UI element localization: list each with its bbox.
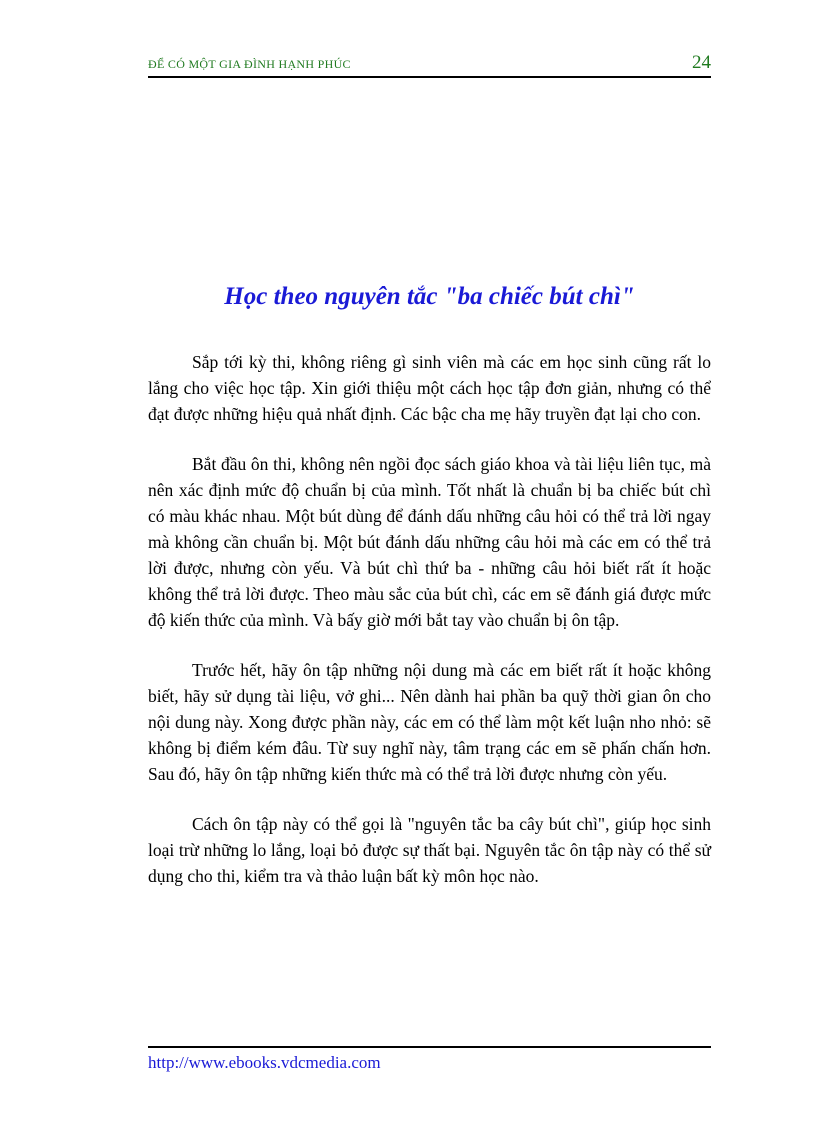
book-title: ĐỂ CÓ MỘT GIA ĐÌNH HẠNH PHÚC: [148, 57, 351, 71]
page-footer: [148, 1046, 711, 1073]
paragraph-3: Trước hết, hãy ôn tập những nội dung mà các em biết rất ít hoặc không biết, hãy sử dụng tài liệu, vở ghi... Nên dành hai phần ba quỹ thời gian ôn cho nội dung này. Xong được phần này, các em có thể làm một kết luận nho nhỏ: sẽ không bị điểm kém đâu. Từ suy nghĩ này, tâm trạng các em sẽ phấn chấn hơn. Sau đó, hãy ôn tập những kiến thức mà có thể trả lời được nhưng còn yếu.: [148, 660, 711, 784]
website-link[interactable]: http://www.ebooks.vdcmedia.com: [148, 1053, 381, 1072]
page-number: 24: [692, 52, 711, 73]
article-body: [148, 349, 711, 913]
paragraph-4: Cách ôn tập này có thể gọi là "nguyên tắc ba cây bút chì", giúp học sinh loại trừ những lo lắng, loại bỏ được sự thất bại. Nguyên tắc ôn tập này có thể sử dụng cho thi, kiểm tra và thảo luận bất kỳ môn học nào.: [148, 814, 711, 886]
article-title: Học theo nguyên tắc "ba chiếc bút chì": [224, 283, 635, 310]
paragraph-2: Bắt đầu ôn thi, không nên ngồi đọc sách giáo khoa và tài liệu liên tục, mà nên xác định mức độ chuẩn bị của mình. Tốt nhất là chuẩn bị ba chiếc bút chì có màu khác nhau. Một bút dùng để đánh dấu những câu hỏi có thể trả lời ngay mà không cần chuẩn bị. Một bút đánh dấu những câu hỏi mà các em có thể trả lời được, nhưng còn yếu. Và bút chì thứ ba - những câu hỏi biết rất ít hoặc không thể trả lời được. Theo màu sắc của bút chì, các em sẽ đánh giá được mức độ kiến thức của mình. Và bấy giờ mới bắt tay vào chuẩn bị ôn tập.: [148, 454, 711, 630]
paragraph-1: Sắp tới kỳ thi, không riêng gì sinh viên mà các em học sinh cũng rất lo lắng cho việc học tập. Xin giới thiệu một cách học tập đơn giản, nhưng có thể đạt được những hiệu quả nhất định. Các bậc cha mẹ hãy truyền đạt lại cho con.: [148, 352, 711, 424]
page-header: [148, 52, 711, 78]
